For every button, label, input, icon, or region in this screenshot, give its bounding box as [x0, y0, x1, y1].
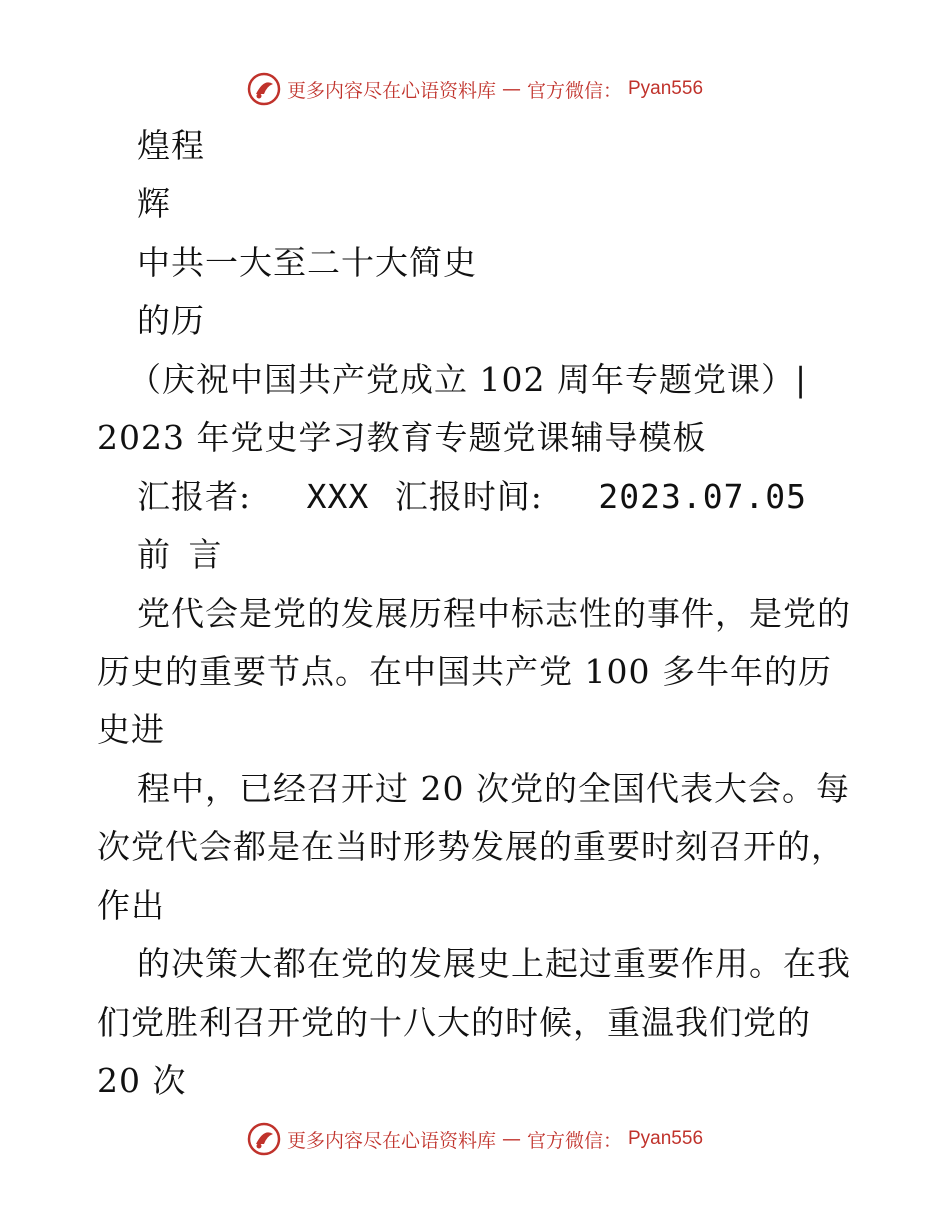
body-line: 的决策大都在党的发展史上起过重要作用。在我: [137, 944, 851, 983]
body-line: 党代会是党的发展历程中标志性的事件，是党的: [137, 594, 851, 633]
title-line-1: 煌程: [137, 126, 205, 165]
brand-logo-icon: [247, 72, 281, 106]
footer-watermark: [0, 1122, 950, 1156]
reporter-line: [137, 477, 807, 517]
watermark-contact-label: 官方微信：: [526, 1129, 622, 1152]
reporter-name: XXX: [306, 477, 370, 516]
watermark-contact-id: Pyan556: [628, 1128, 704, 1149]
title-line-3: 中共一大至二十大简史: [137, 243, 477, 282]
body-line: 史进: [97, 710, 165, 749]
body-line: 历史的重要节点。在中国共产党 100 多牛年的历: [97, 652, 832, 691]
report-date: 2023.07.05: [598, 477, 808, 516]
body-line: 程中，已经召开过 20 次党的全国代表大会。每: [137, 769, 850, 808]
title-line-4: 的历: [137, 301, 205, 340]
body-line: 20 次: [97, 1061, 187, 1100]
title-line-2: 辉: [137, 184, 171, 223]
report-time-label: 汇报时间:: [394, 477, 543, 516]
watermark-contact-id: Pyan556: [628, 78, 704, 99]
subtitle-line-2: 2023 年党史学习教育专题党课辅导模板: [97, 418, 707, 457]
watermark-brand: 更多内容尽在心语资料库: [286, 1129, 496, 1152]
body-line: 作出: [97, 886, 165, 925]
body-line: 们党胜利召开党的十八大的时候，重温我们党的: [97, 1003, 811, 1042]
brand-logo-icon: [247, 1122, 281, 1156]
body-line: 次党代会都是在当时形势发展的重要时刻召开的，: [97, 827, 845, 866]
subtitle-line-1: （庆祝中国共产党成立 102 周年专题党课）|: [128, 360, 808, 399]
watermark-brand: 更多内容尽在心语资料库: [286, 79, 496, 102]
watermark-separator: —: [501, 78, 521, 100]
reporter-label: 汇报者:: [137, 477, 252, 516]
watermark-separator: —: [501, 1128, 521, 1150]
watermark-contact-label: 官方微信：: [526, 79, 622, 102]
header-watermark: [0, 72, 950, 106]
preface-heading: 前 言: [137, 535, 226, 574]
